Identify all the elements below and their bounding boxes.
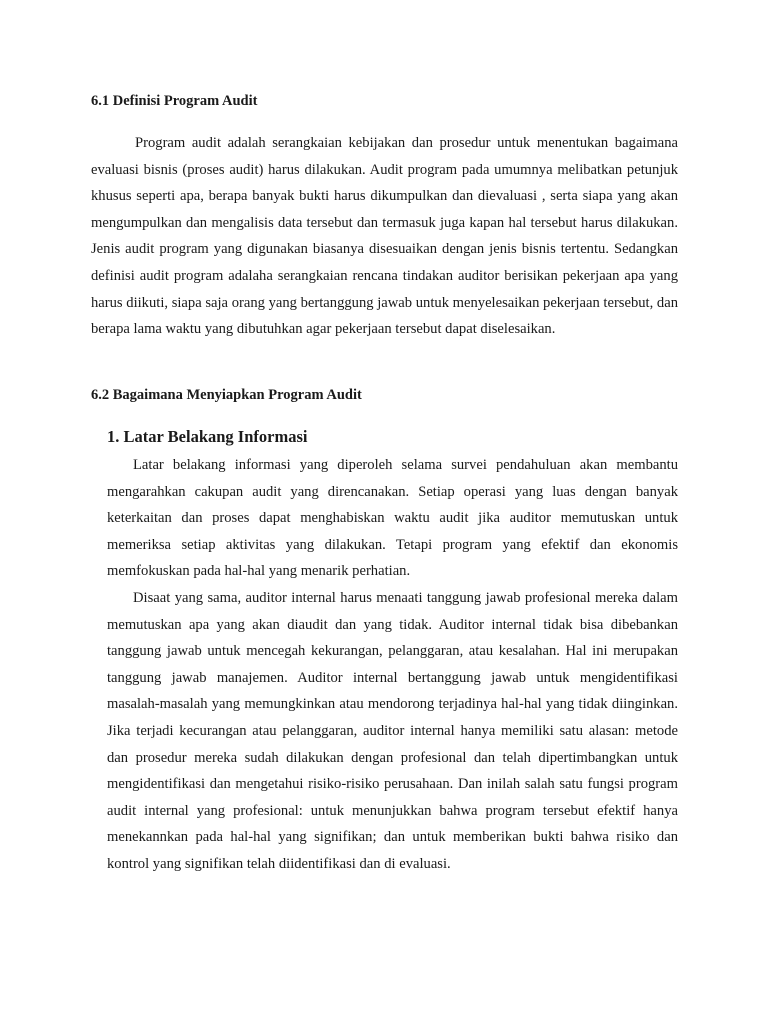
paragraph-tanggung-jawab: Disaat yang sama, auditor internal harus menaati tanggung jawab profesional mereka dalam memutuskan apa yang akan diaudit dan yang tidak. Auditor internal tidak bisa dibebankan tanggung jawab untuk mencegah kekurangan, pelanggaran, atau kesalahan. Hal ini merupakan tanggung jawab manajemen. Auditor internal bertanggung jawab untuk mengidentifikasi masalah-masalah yang memungkinkan atau mendorong terjadinya hal-hal yang tidak diinginkan. Jika terjadi kecurangan atau pelanggaran, auditor internal hanya memiliki satu alasan: metode dan prosedur mereka sudah dilakukan dengan profesional dan telah dipertimbangkan untuk mengidentifikasi dan mengetahui risiko-risiko perusahaan. Dan inilah salah satu fungsi program audit internal yang profesional: untuk menunjukkan bahwa program tersebut efektif hanya menekannkan pada hal-hal yang signifikan; dan untuk memberikan bukti bahwa risiko dan kontrol yang signifikan telah diidentifikasi dan di evaluasi. [107, 590, 678, 872]
paragraph-definisi: Program audit adalah serangkaian kebijakan dan prosedur untuk menentukan bagaimana evaluasi bisnis (proses audit) harus dilakukan. Audit program pada umumnya melibatkan petunjuk khusus seperti apa, berapa banyak bukti harus dikumpulkan dan dievaluasi , serta siapa yang akan mengumpulkan dan mengalisis data tersebut dan termasuk juga kapan hal tersebut harus dilakukan. Jenis audit program yang digunakan biasanya disesuaikan dengan jenis bisnis tertentu. Sedangkan definisi audit program adalaha serangkaian rencana tindakan auditor berisikan pekerjaan apa yang harus diikuti, siapa saja orang yang bertanggung jawab untuk menyelesaikan pekerjaan tersebut, dan berapa lama waktu yang dibutuhkan agar pekerjaan tersebut dapat diselesaikan. [91, 135, 678, 338]
section-heading-definisi: 6.1 Definisi Program Audit [91, 93, 258, 109]
subsection-heading-latar-belakang: 1. Latar Belakang Informasi [107, 427, 308, 446]
paragraph-latar-belakang: Latar belakang informasi yang diperoleh selama survei pendahuluan akan membantu mengarahkan cakupan audit yang direncanakan. Setiap operasi yang luas dengan banyak keterkaitan dan proses dapat menghabiskan waktu audit jika auditor memutuskan untuk memeriksa setiap aktivitas yang dilakukan. Tetapi program yang efektif dan ekonomis memfokuskan pada hal-hal yang menarik perhatian. [107, 457, 678, 580]
section-heading-menyiapkan: 6.2 Bagaimana Menyiapkan Program Audit [91, 387, 362, 403]
